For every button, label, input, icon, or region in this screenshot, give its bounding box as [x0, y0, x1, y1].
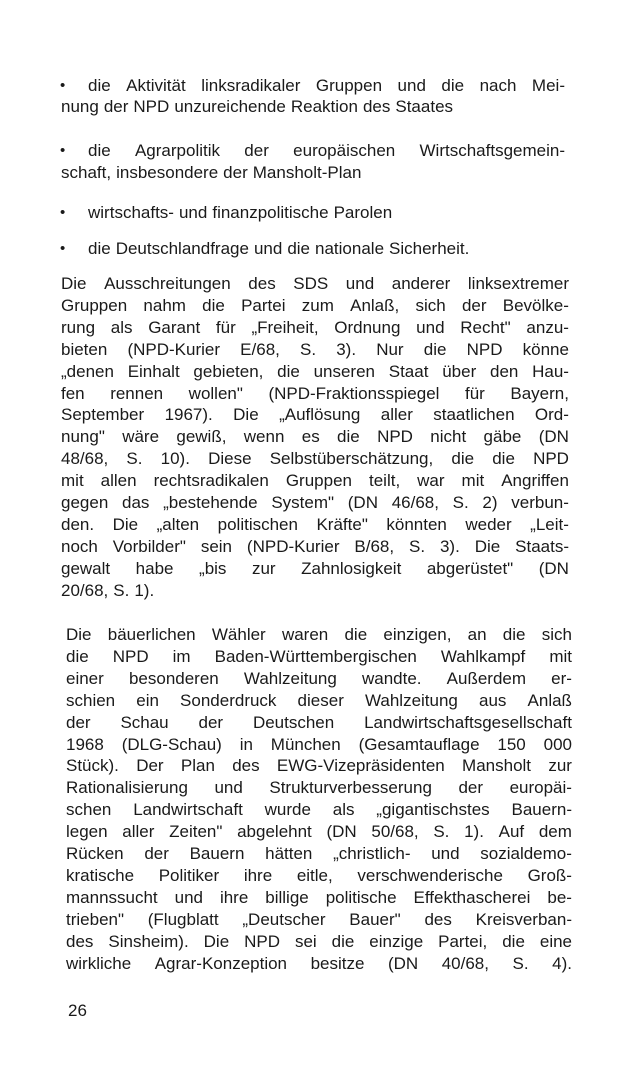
- text-line: die Aktivität linksradikaler Gruppen und die nach Mei-: [88, 76, 565, 95]
- text-line: trieben" (Flugblatt „Deutscher Bauer" des Kreisverban-: [66, 909, 572, 929]
- bullet-icon: •: [60, 77, 66, 94]
- text-line: Stück). Der Plan des EWG-Vizepräsidenten Mansholt zur: [66, 756, 572, 776]
- text-line: schien ein Sonderdruck dieser Wahlzeitung aus Anlaß: [66, 690, 572, 710]
- text-line: mannssucht und ihre billige politische Effekthascherei be-: [66, 887, 572, 907]
- text-line: Rationalisierung und Strukturverbesserung der europäi-: [66, 778, 572, 798]
- text-line: Gruppen nahm die Partei zum Anlaß, sich der Bevölke-: [61, 295, 569, 315]
- text-line: nung der NPD unzureichende Reaktion des Staates: [61, 97, 454, 116]
- text-line: Die bäuerlichen Wähler waren die einzigen, an die sich: [66, 625, 572, 644]
- text-line: 1968 (DLG-Schau) in München (Gesamtauflage 150 000: [66, 734, 572, 754]
- text-line: einer besonderen Wahlzeitung wandte. Außerdem er-: [66, 668, 572, 688]
- text-line: nung" wäre gewiß, wenn es die NPD nicht gäbe (DN: [61, 427, 569, 447]
- bullet-icon: •: [60, 142, 66, 159]
- text-line: die Deutschlandfrage und die nationale Sicherheit.: [88, 239, 470, 258]
- text-line: gegen das „bestehende System" (DN 46/68, S. 2) verbun-: [61, 493, 569, 512]
- text-line: mit allen rechtsradikalen Gruppen teilt, war mit Angriffen: [61, 471, 569, 491]
- text-line: kratische Politiker ihre eitle, verschwenderische Groß-: [66, 865, 572, 885]
- text-line: die Agrarpolitik der europäischen Wirtschaftsgemein-: [88, 141, 565, 160]
- text-line: schaft, insbesondere der Mansholt-Plan: [61, 163, 362, 182]
- text-line: noch Vorbilder" sein (NPD-Kurier B/68, S. 3). Die Staats-: [61, 536, 569, 556]
- text-line: gewalt habe „bis zur Zahnlosigkeit abgerüstet" (DN: [61, 558, 569, 578]
- text-line: des Sinsheim). Die NPD sei die einzige Partei, die eine: [66, 931, 572, 951]
- text-line: Rücken der Bauern hätten „christlich- und sozialdemo-: [66, 844, 572, 863]
- text-line: bieten (NPD-Kurier E/68, S. 3). Nur die NPD könne: [61, 339, 569, 359]
- bullet-icon: •: [60, 204, 66, 221]
- text-line: die NPD im Baden-Württembergischen Wahlkampf mit: [66, 646, 572, 666]
- text-line: Die Ausschreitungen des SDS und anderer linksextremer: [61, 274, 569, 293]
- text-line: „denen Einhalt gebieten, die unseren Staat über den Hau-: [61, 361, 569, 381]
- text-line: rung als Garant für „Freiheit, Ordnung und Recht" anzu-: [61, 317, 569, 337]
- bullet-icon: •: [60, 240, 66, 257]
- text-line: 48/68, S. 10). Diese Selbstüberschätzung, die die NPD: [61, 449, 569, 469]
- page-number: 26: [68, 1001, 87, 1020]
- text-line: wirtschafts- und finanzpolitische Parolen: [88, 203, 393, 222]
- text-line: September 1967). Die „Auflösung aller staatlichen Ord-: [61, 405, 569, 425]
- text-line: fen rennen wollen" (NPD-Fraktionsspiegel für Bayern,: [61, 383, 569, 403]
- text-line: wirkliche Agrar-Konzeption besitze (DN 40/68, S. 4).: [66, 953, 572, 973]
- text-line: legen aller Zeiten" abgelehnt (DN 50/68, S. 1). Auf dem: [66, 822, 572, 842]
- text-line: den. Die „alten politischen Kräfte" könnten weder „Leit-: [61, 514, 569, 534]
- text-line: 20/68, S. 1).: [61, 580, 155, 600]
- text-line: schen Landwirtschaft wurde als „gigantischstes Bauern-: [66, 800, 572, 820]
- text-line: der Schau der Deutschen Landwirtschaftsgesellschaft: [66, 712, 572, 732]
